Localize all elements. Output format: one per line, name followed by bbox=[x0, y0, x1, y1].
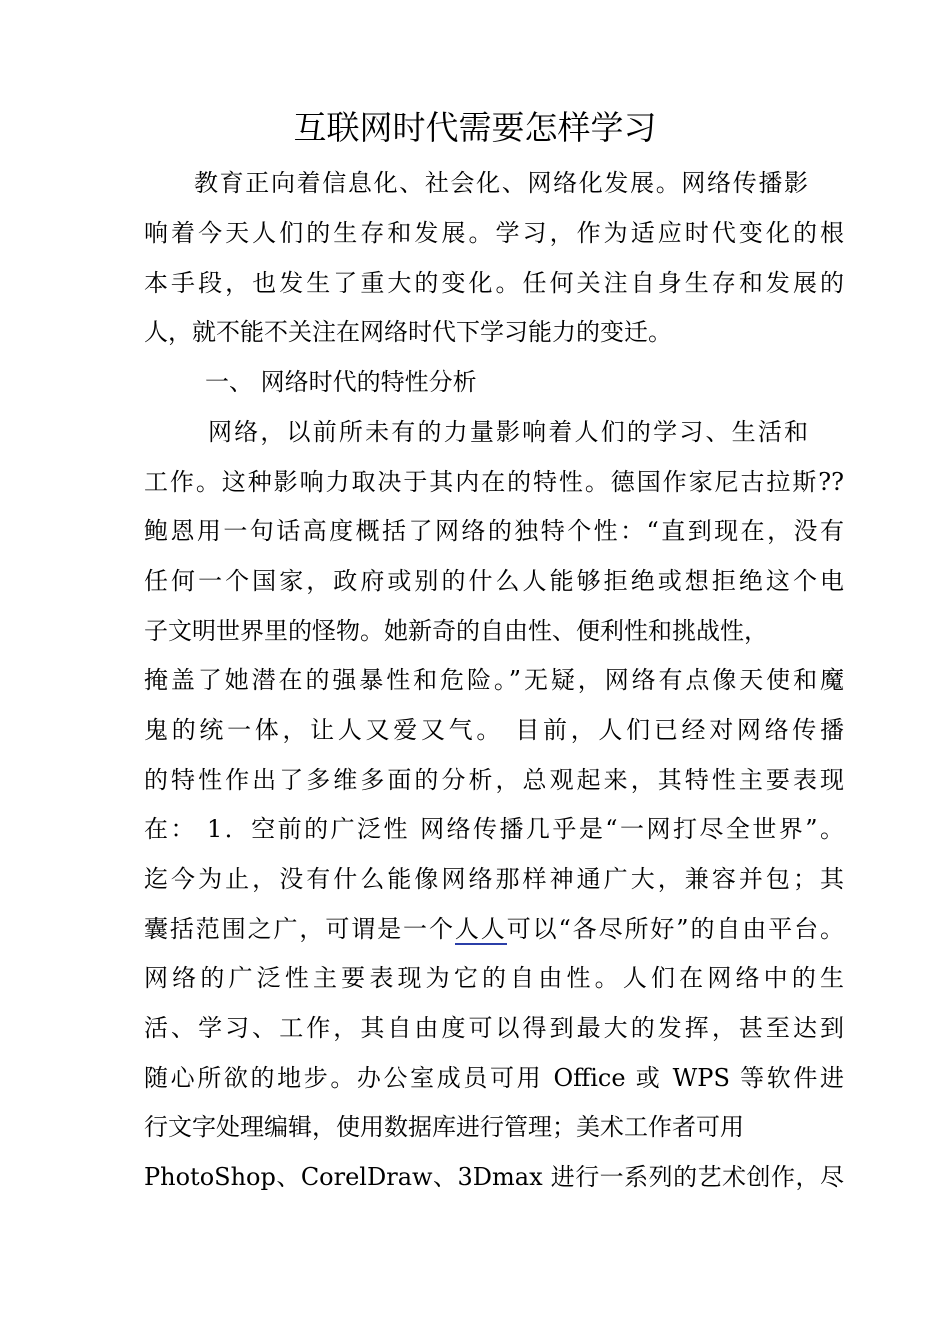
paragraph-line: 教育正向着信息化、社会化、网络化发展。网络传播影 bbox=[194, 169, 808, 197]
hyperlink-text[interactable]: 人人 bbox=[454, 915, 507, 943]
paragraph-line: 任何一个国家，政府或别的什么人能够拒绝或想拒绝这个电 bbox=[144, 567, 844, 595]
paragraph-line: 随心所欲的地步。办公室成员可用 Office 或 WPS 等软件进 bbox=[144, 1064, 844, 1092]
paragraph-line: 在： 1．空前的广泛性 网络传播几乎是“一网打尽全世界”。 bbox=[144, 815, 844, 843]
paragraph-line: 的特性作出了多维多面的分析，总观起来，其特性主要表现 bbox=[144, 766, 844, 794]
paragraph-line: 网络的广泛性主要表现为它的自由性。人们在网络中的生 bbox=[144, 964, 844, 992]
document-title: 互联网时代需要怎样学习 bbox=[293, 108, 657, 147]
paragraph-line: 子文明世界里的怪物。她新奇的自由性、便利性和挑战性， bbox=[144, 617, 768, 645]
paragraph-line: 活、学习、工作，其自由度可以得到最大的发挥，甚至达到 bbox=[144, 1014, 844, 1042]
paragraph-line: 行文字处理编辑，使用数据库进行管理；美术工作者可用 bbox=[144, 1113, 744, 1141]
paragraph-line: 迄今为止，没有什么能像网络那样神通广大，兼容并包；其 bbox=[144, 865, 844, 893]
line-text: 可以“各尽所好”的自由平台。 bbox=[506, 915, 844, 943]
paragraph-line bbox=[144, 909, 844, 949]
paragraph-line: PhotoShop、CorelDraw、3Dmax 进行一系列的艺术创作，尽 bbox=[144, 1163, 844, 1191]
paragraph-line: 掩盖了她潜在的强暴性和危险。”无疑，网络有点像天使和魔 bbox=[144, 666, 844, 694]
paragraph-line: 响着今天人们的生存和发展。学习，作为适应时代变化的根 bbox=[144, 219, 844, 247]
paragraph-line: 鬼的统一体，让人又爱又气。 目前，人们已经对网络传播 bbox=[144, 716, 844, 744]
paragraph-line: 人，就不能不关注在网络时代下学习能力的变迁。 bbox=[144, 318, 672, 346]
line-text: 囊括范围之广，可谓是一个 bbox=[144, 915, 455, 943]
paragraph-line: 工作。这种影响力取决于其内在的特性。德国作家尼古拉斯?? bbox=[144, 468, 844, 496]
paragraph-line: 鲍恩用一句话高度概括了网络的独特个性：“直到现在，没有 bbox=[144, 517, 844, 545]
section-heading: 一、 网络时代的特性分析 bbox=[205, 368, 477, 396]
paragraph-line: 网络，以前所未有的力量影响着人们的学习、生活和 bbox=[208, 418, 808, 446]
paragraph-line: 本手段，也发生了重大的变化。任何关注自身生存和发展的 bbox=[144, 269, 844, 297]
